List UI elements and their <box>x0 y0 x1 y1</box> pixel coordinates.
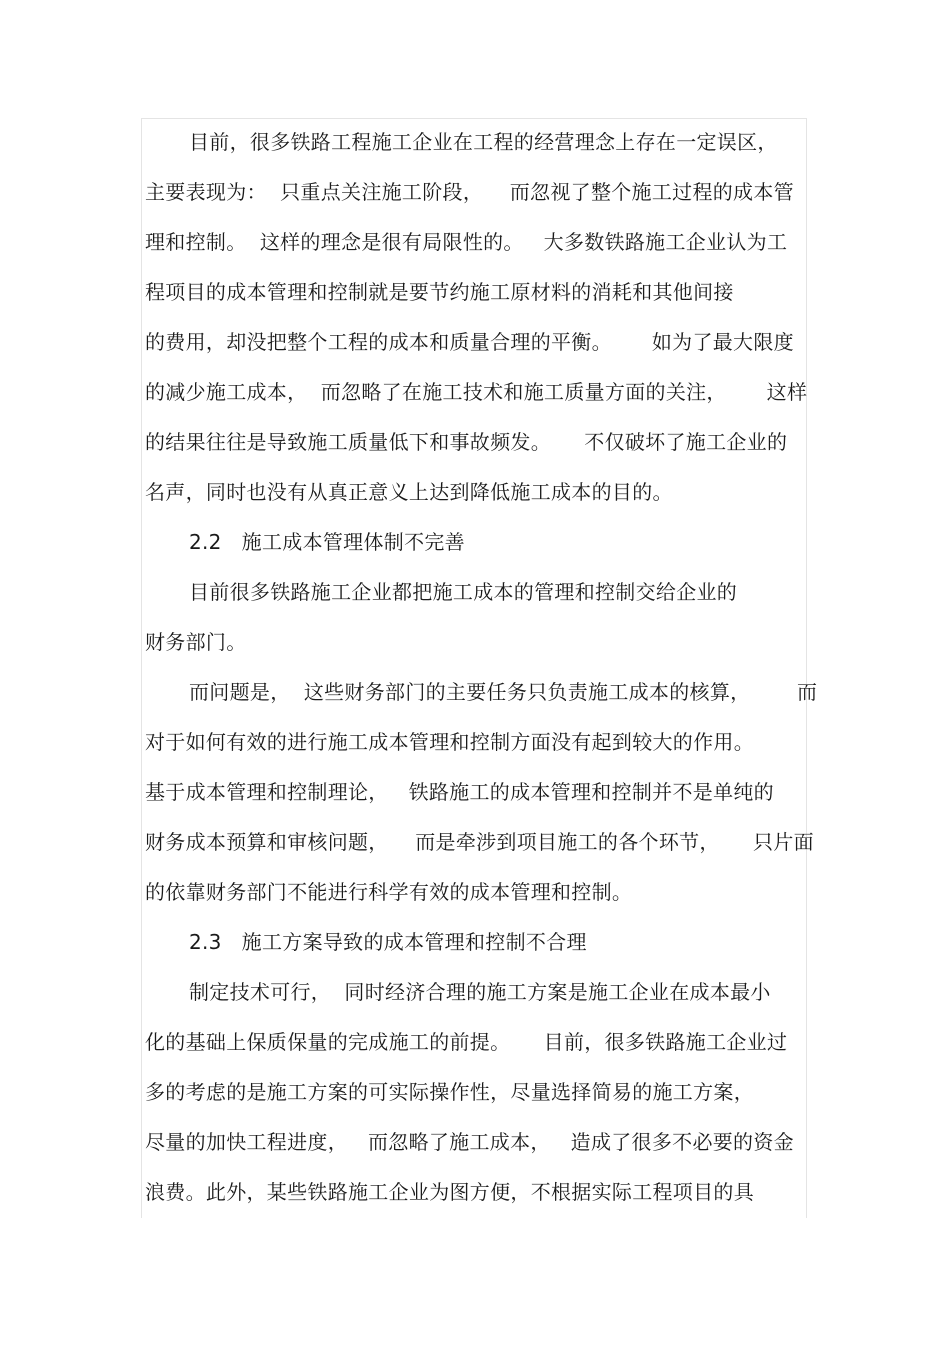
paragraph-line: 名声，同时也没有从真正意义上达到降低施工成本的目的。 <box>145 480 673 504</box>
paragraph-line: 的减少施工成本， 而忽略了在施工技术和施工质量方面的关注， 这样 <box>145 380 808 404</box>
paragraph-line: 的结果往往是导致施工质量低下和事故频发。 不仅破坏了施工企业的 <box>145 430 788 454</box>
section-heading-2-3: 2.3 施工方案导致的成本管理和控制不合理 <box>189 930 587 954</box>
paragraph-line: 的费用，却没把整个工程的成本和质量合理的平衡。 如为了最大限度 <box>145 330 794 354</box>
paragraph-line: 多的考虑的是施工方案的可实际操作性，尽量选择简易的施工方案， <box>145 1080 754 1104</box>
paragraph-line: 目前很多铁路施工企业都把施工成本的管理和控制交给企业的 <box>189 580 738 604</box>
paragraph-line: 理和控制。 这样的理念是很有局限性的。 大多数铁路施工企业认为工 <box>145 230 788 254</box>
paragraph-line: 的依靠财务部门不能进行科学有效的成本管理和控制。 <box>145 880 633 904</box>
paragraph-line: 基于成本管理和控制理论， 铁路施工的成本管理和控制并不是单纯的 <box>145 780 774 804</box>
paragraph-line: 尽量的加快工程进度， 而忽略了施工成本， 造成了很多不必要的资金 <box>145 1130 794 1154</box>
paragraph-line: 而问题是， 这些财务部门的主要任务只负责施工成本的核算， 而 <box>189 680 818 704</box>
paragraph-line: 浪费。此外，某些铁路施工企业为图方便，不根据实际工程项目的具 <box>145 1180 754 1204</box>
paragraph-line: 目前，很多铁路工程施工企业在工程的经营理念上存在一定误区， <box>189 130 778 154</box>
paragraph-line: 主要表现为： 只重点关注施工阶段， 而忽视了整个施工过程的成本管 <box>145 180 794 204</box>
paragraph-line: 程项目的成本管理和控制就是要节约施工原材料的消耗和其他间接 <box>145 280 734 304</box>
paragraph-line: 制定技术可行， 同时经济合理的施工方案是施工企业在成本最小 <box>189 980 771 1004</box>
paragraph-line: 对于如何有效的进行施工成本管理和控制方面没有起到较大的作用。 <box>145 730 754 754</box>
paragraph-line: 财务部门。 <box>145 630 247 654</box>
section-heading-2-2: 2.2 施工成本管理体制不完善 <box>189 530 465 554</box>
paragraph-line: 化的基础上保质保量的完成施工的前提。 目前，很多铁路施工企业过 <box>145 1030 788 1054</box>
paragraph-line: 财务成本预算和审核问题， 而是牵涉到项目施工的各个环节， 只片面 <box>145 830 814 854</box>
